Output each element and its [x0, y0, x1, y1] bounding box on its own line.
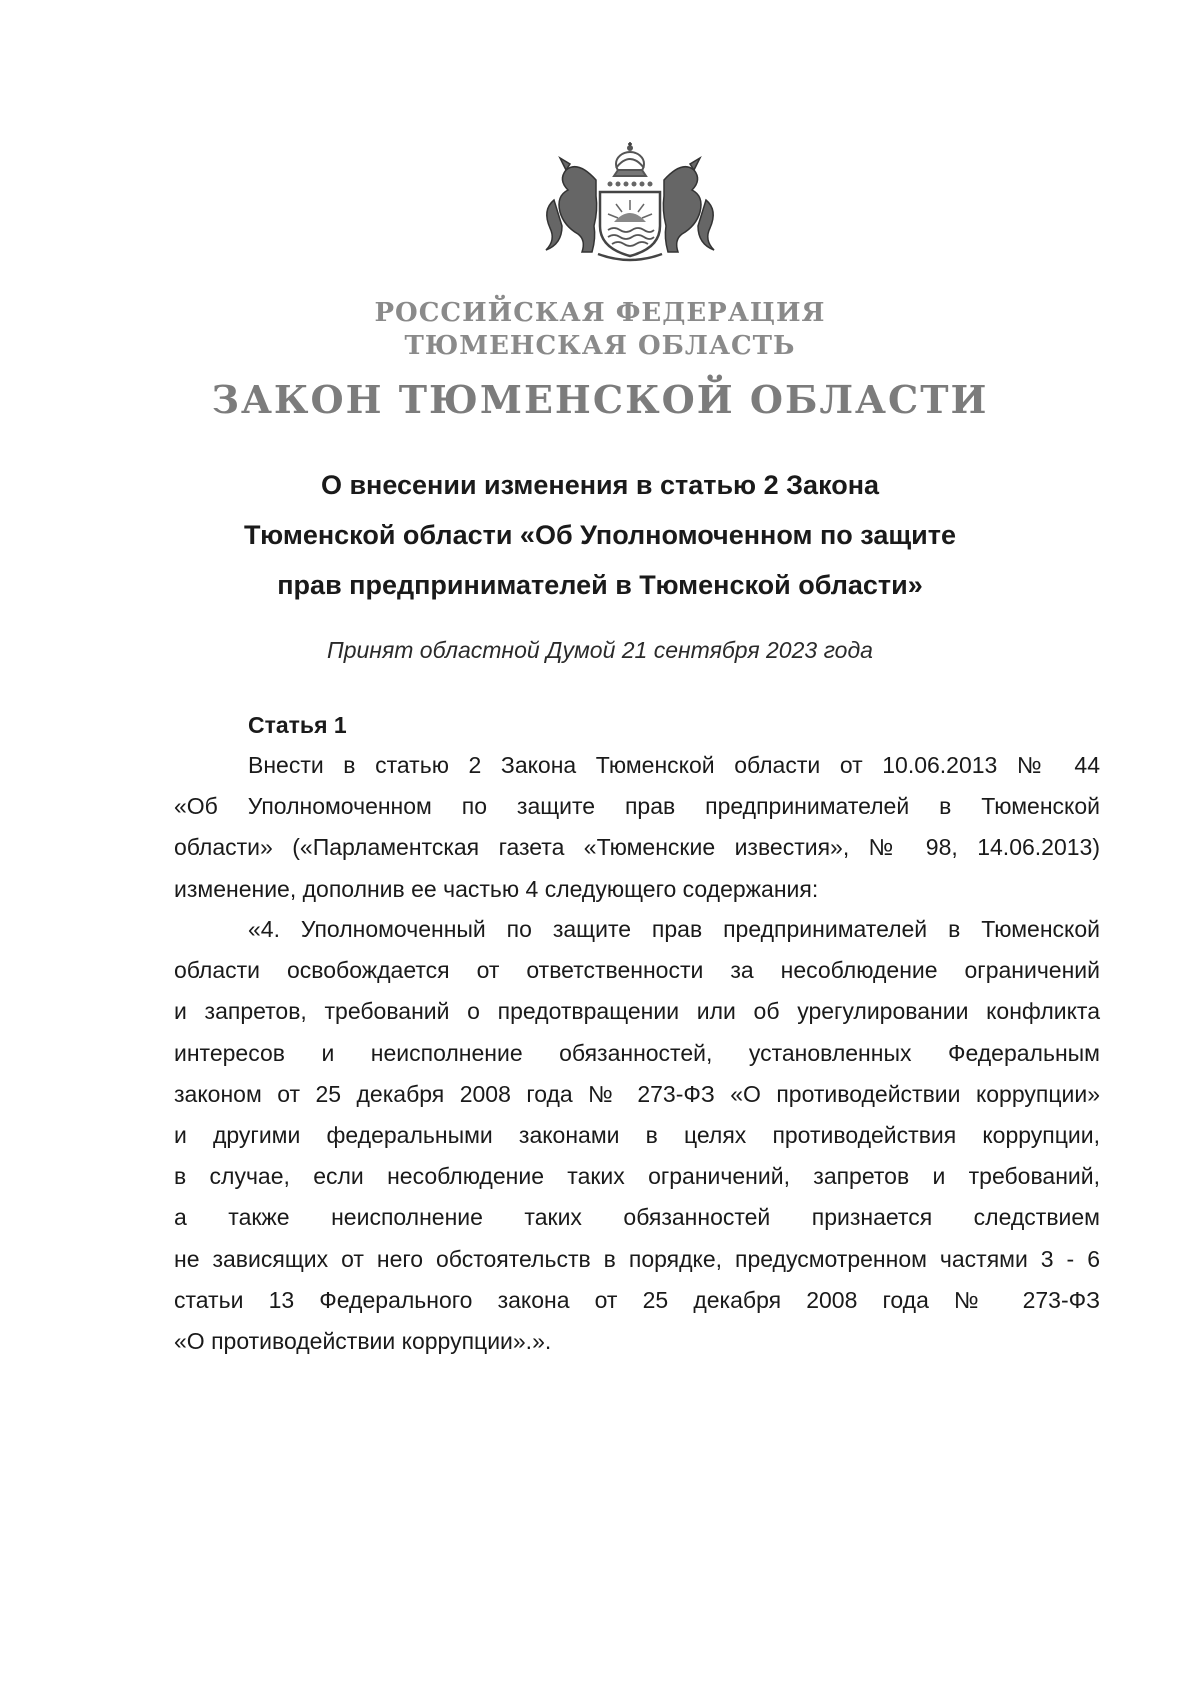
region-heading: ТЮМЕНСКАЯ ОБЛАСТЬ — [404, 331, 796, 361]
paragraph-line: интересов и неисполнение обязанностей, установленных Федеральным — [174, 1039, 1100, 1066]
paragraph-line: области освобождается от ответственности за несоблюдение ограничений — [174, 957, 1100, 984]
article-paragraph-2 — [174, 909, 1100, 1362]
paragraph-line: а также неисполнение таких обязанностей признается следствием — [174, 1204, 1100, 1231]
coat-of-arms-icon — [538, 140, 722, 264]
paragraph-line: «4. Уполномоченный по защите прав предпринимателей в Тюменской — [248, 916, 1100, 942]
federation-heading: РОССИЙСКАЯ ФЕДЕРАЦИЯ — [374, 298, 826, 328]
law-title-line: О внесении изменения в статью 2 Закона — [320, 470, 880, 500]
paragraph-line: законом от 25 декабря 2008 года № 273-ФЗ «О противодействии коррупции» — [174, 1080, 1100, 1107]
paragraph-line: в случае, если несоблюдение таких ограничений, запретов и требований, — [174, 1163, 1100, 1190]
paragraph-line: и запретов, требований о предотвращении или об урегулировании конфликта — [174, 998, 1100, 1025]
article-heading: Статья 1 — [248, 712, 347, 738]
law-title-line: прав предпринимателей в Тюменской области» — [277, 570, 923, 600]
law-title-line: Тюменской области «Об Уполномоченном по защите — [244, 520, 956, 550]
paragraph-line: «Об Уполномоченном по защите прав предпринимателей в Тюменской — [174, 793, 1100, 820]
paragraph-line: и другими федеральными законами в целях противодействия коррупции, — [174, 1121, 1100, 1148]
law-title — [160, 460, 1040, 610]
paragraph-line: изменение, дополнив ее частью 4 следующего содержания: — [174, 875, 819, 902]
paragraph-line: статьи 13 Федерального закона от 25 декабря 2008 года № 273-ФЗ — [174, 1286, 1100, 1313]
law-type-heading: ЗАКОН ТЮМЕНСКОЙ ОБЛАСТИ — [211, 377, 989, 422]
adoption-note: Принят областной Думой 21 сентября 2023 года — [327, 637, 873, 663]
paragraph-line: области» («Парламентская газета «Тюменские известия», № 98, 14.06.2013) — [174, 834, 1100, 861]
paragraph-line: Внести в статью 2 Закона Тюменской области от 10.06.2013 № 44 — [248, 752, 1100, 778]
article-paragraph-1 — [174, 745, 1100, 910]
paragraph-line: не зависящих от него обстоятельств в порядке, предусмотренном частями 3 - 6 — [174, 1245, 1100, 1272]
paragraph-line: «О противодействии коррупции».». — [174, 1327, 552, 1354]
